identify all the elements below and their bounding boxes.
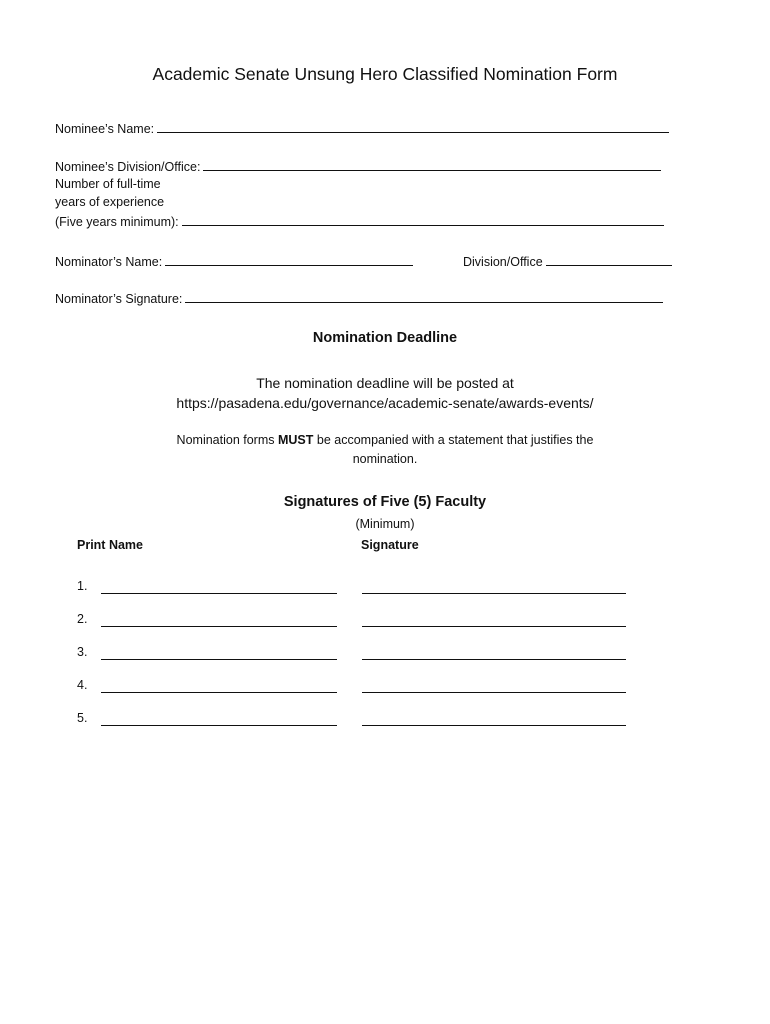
form-title: Academic Senate Unsung Hero Classified Nomination Form	[152, 64, 618, 84]
nominator-name-field	[55, 253, 413, 269]
print-name-line-2[interactable]	[101, 626, 337, 627]
nominator-signature-line[interactable]	[185, 290, 663, 303]
print-name-line-5[interactable]	[101, 725, 337, 726]
row-number: 4.	[77, 678, 88, 692]
nominee-name-field	[55, 120, 669, 136]
nominee-division-field	[55, 158, 661, 174]
note-line-1	[0, 433, 770, 447]
note-emphasis: MUST	[277, 433, 314, 447]
nominator-division-field	[463, 253, 672, 269]
years-field	[55, 213, 664, 229]
years-label-3: (Five years minimum):	[55, 215, 179, 229]
note-suffix: be accompanied with a statement that justifies the	[313, 433, 594, 447]
print-name-line-4[interactable]	[101, 692, 337, 693]
print-name-line-1[interactable]	[101, 593, 337, 594]
nominator-division-line[interactable]	[546, 253, 672, 266]
nominator-signature-label: Nominator’s Signature:	[55, 292, 183, 306]
signatures-subheading: (Minimum)	[355, 517, 415, 531]
years-line[interactable]	[182, 213, 664, 226]
deadline-url[interactable]: https://pasadena.edu/governance/academic-senate/awards-events/	[176, 395, 594, 411]
nominator-division-label: Division/Office	[463, 255, 543, 269]
print-name-line-3[interactable]	[101, 659, 337, 660]
signature-line-3[interactable]	[362, 659, 626, 660]
signature-line-4[interactable]	[362, 692, 626, 693]
years-label-1: Number of full-time	[55, 177, 161, 191]
nominator-name-label: Nominator’s Name:	[55, 255, 163, 269]
row-number: 2.	[77, 612, 88, 626]
row-number: 1.	[77, 579, 88, 593]
signature-line-5[interactable]	[362, 725, 626, 726]
nominator-name-line[interactable]	[165, 253, 413, 266]
signature-line-2[interactable]	[362, 626, 626, 627]
nominator-signature-field	[55, 290, 663, 306]
nominee-name-line[interactable]	[157, 120, 669, 133]
signature-header: Signature	[361, 538, 419, 552]
deadline-heading: Nomination Deadline	[312, 330, 458, 346]
signature-line-1[interactable]	[362, 593, 626, 594]
row-number: 5.	[77, 711, 88, 725]
years-label-2: years of experience	[55, 195, 165, 209]
nominee-name-label: Nominee’s Name:	[55, 122, 155, 136]
signatures-heading: Signatures of Five (5) Faculty	[283, 494, 487, 510]
print-name-header: Print Name	[77, 538, 143, 552]
nominee-division-line[interactable]	[203, 158, 661, 171]
deadline-text-1: The nomination deadline will be posted at	[256, 375, 514, 391]
note-prefix: Nomination forms	[176, 433, 278, 447]
row-number: 3.	[77, 645, 88, 659]
nominee-division-label: Nominee’s Division/Office:	[55, 160, 201, 174]
note-line-2: nomination.	[352, 452, 418, 466]
